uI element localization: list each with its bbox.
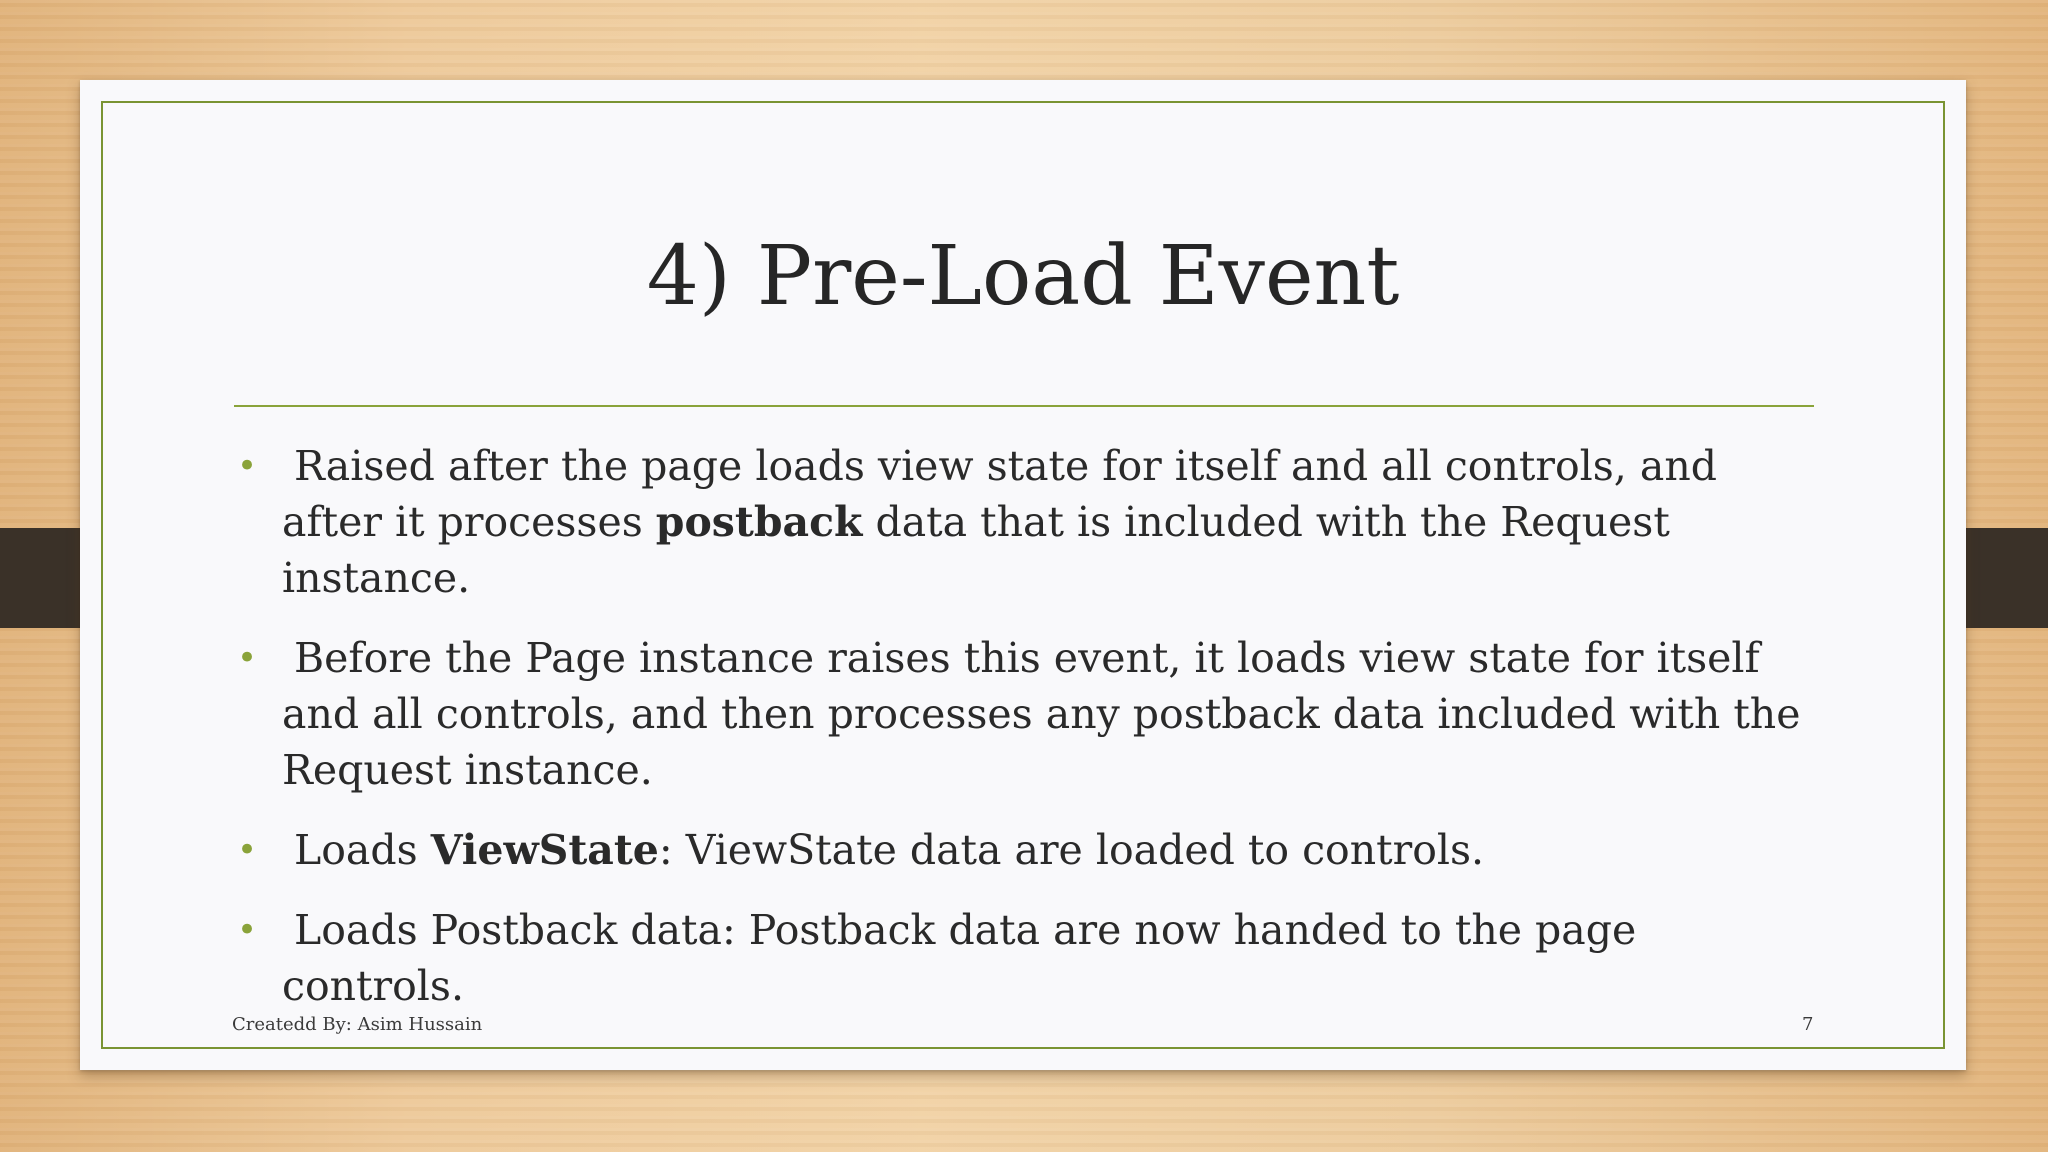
slide	[80, 80, 1966, 1070]
slide-number: 7	[1802, 1014, 1814, 1035]
bullet-dot-icon: •	[237, 638, 258, 678]
bullet-text: Loads Postback data: Postback data are now handed to the page controls.	[282, 906, 1637, 1010]
footer-author: Createdd By: Asim Hussain	[232, 1014, 483, 1035]
bullet-text: Before the Page instance raises this event, it loads view state for itself and all controls, and then processes any postback data included with the Request instance.	[282, 634, 1801, 794]
bullet-dot-icon: •	[237, 910, 258, 950]
bullet-dot-icon: •	[237, 830, 258, 870]
bullet-bold-term: ViewState	[430, 826, 659, 874]
bullet-item-1	[234, 438, 1824, 606]
bullet-text-part: Loads	[294, 826, 431, 874]
title-divider	[234, 405, 1814, 407]
bullet-list	[234, 438, 1824, 1038]
bullet-item-3	[234, 822, 1824, 878]
bullet-bold-term: postback	[655, 498, 863, 546]
bullet-item-4	[234, 902, 1824, 1014]
slide-title: 4) Pre-Load Event	[646, 229, 1400, 324]
bullet-text-part: : ViewState data are loaded to controls.	[658, 826, 1485, 874]
bullet-text-part: Raised after the page loads view state for itself and all controls, and after it processes	[282, 442, 1717, 546]
bullet-dot-icon: •	[237, 446, 258, 486]
bullet-text-part: data that is included with the Request instance.	[282, 498, 1670, 602]
bullet-item-2	[234, 630, 1824, 798]
